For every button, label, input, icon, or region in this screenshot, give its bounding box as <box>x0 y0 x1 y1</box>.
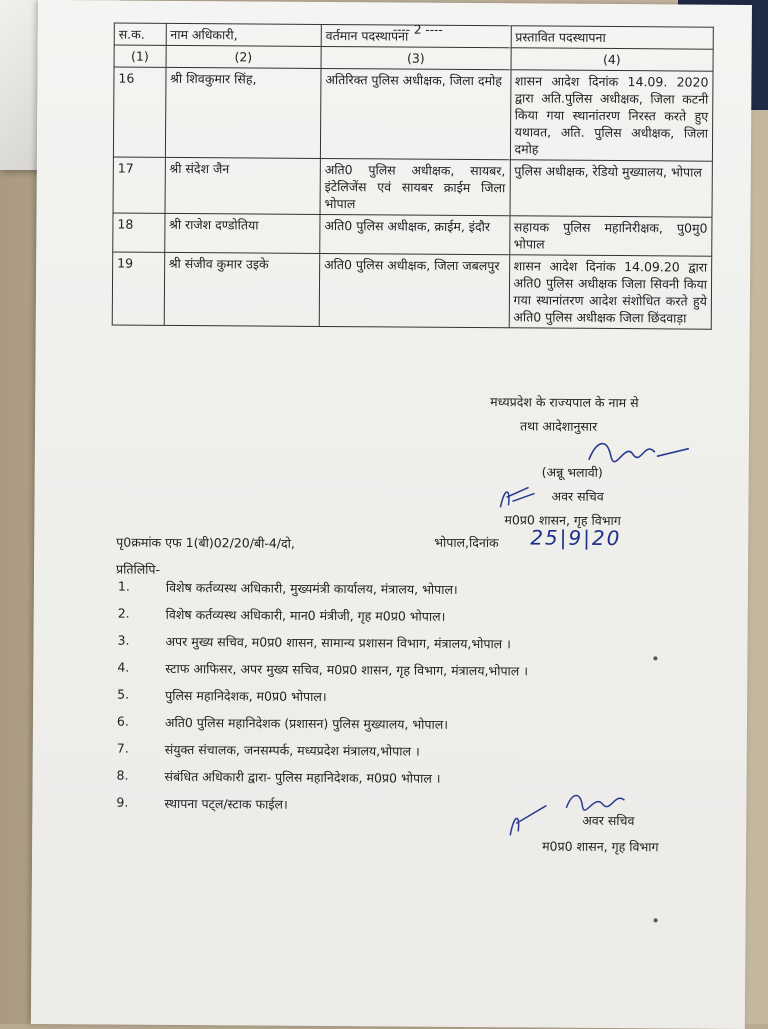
header-proposed-posting: प्रस्तावित पदस्थापना <box>511 26 714 49</box>
header-serial: स.क. <box>114 23 166 45</box>
list-item: 2. विशेष कर्तव्यस्थ अधिकारी, मान0 मंत्रीजी, गृह म0प्र0 भोपाल। <box>117 605 446 624</box>
row-current-posting: अति0 पुलिस अधीक्षक, क्राईम, इंदौर <box>320 214 510 254</box>
document-page <box>31 0 752 1029</box>
list-item: 3. अपर मुख्य सचिव, म0प्र0 शासन, सामान्य प्रशासन विभाग, मंत्रालय,भोपाल । <box>117 632 511 652</box>
row-current-posting: अति0 पुलिस अधीक्षक, सायबर, इंटेलिजेंस एवं सायबर क्राईम जिला भोपाल <box>320 158 510 215</box>
col-number: (3) <box>321 46 511 69</box>
table-row <box>113 67 713 161</box>
list-item: 6. अति0 पुलिस महानिदेशक (प्रशासन) पुलिस मुख्यालय, भोपाल। <box>116 713 449 732</box>
row-current-posting: अतिरिक्त पुलिस अधीक्षक, जिला दमोह <box>320 68 510 159</box>
row-officer-name: श्री शिवकुमार सिंह, <box>165 67 321 158</box>
list-item: 7. संयुक्त संचालक, जनसम्पर्क, मध्यप्रदेश मंत्रालय,भोपाल । <box>116 740 420 759</box>
authority-line-2: तथा आदेशानुसार <box>519 418 598 434</box>
row-officer-name: श्री संदेश जैन <box>165 157 321 214</box>
officer-designation: अवर सचिव <box>551 488 604 504</box>
speck <box>653 656 657 660</box>
signature-scribble-icon <box>562 788 632 814</box>
row-current-posting: अति0 पुलिस अधीक्षक, जिला जबलपुर <box>319 253 509 327</box>
footer-designation: अवर सचिव <box>582 812 635 829</box>
list-item: 9. स्थापना पट्ल/स्टाक फाईल। <box>116 794 288 812</box>
table-row <box>113 157 712 217</box>
document-content <box>31 0 752 1029</box>
copy-to-label: प्रतिलिपि- <box>115 561 161 577</box>
page-number: ---- 2 ---- <box>392 22 443 37</box>
col-number: (1) <box>114 45 166 67</box>
row-serial: 16 <box>113 67 165 157</box>
officer-department: म0प्र0 शासन, गृह विभाग <box>504 512 621 529</box>
col-number: (2) <box>166 45 322 68</box>
initials-scribble-icon <box>502 801 552 841</box>
footer-department: म0प्र0 शासन, गृह विभाग <box>542 838 659 855</box>
row-proposed-posting: पुलिस अधीक्षक, रेडियो मुख्यालय, भोपाल <box>510 160 713 217</box>
speck <box>654 918 658 922</box>
list-item: 5. पुलिस महानिदेशक, म0प्र0 भोपाल। <box>117 686 327 705</box>
col-number: (4) <box>511 48 714 71</box>
row-serial: 17 <box>113 157 165 213</box>
row-proposed-posting: शासन आदेश दिनांक 14.09. 2020 द्वारा अति.पुलिस अधीक्षक, जिला कटनी किया गया स्थानांतरण निरस्त करते हुए यथावत, अति. पुलिस अधीक्षक, जिला दमोह <box>510 70 713 161</box>
place-date-label: भोपाल,दिनांक <box>434 534 499 551</box>
row-proposed-posting: सहायक पुलिस महानिरीक्षक, पु0मु0 भोपाल <box>509 216 712 256</box>
handwritten-date: 25|9|20 <box>530 525 622 551</box>
row-officer-name: श्री संजीव कुमार उइके <box>164 252 320 326</box>
header-officer-name: नाम अधिकारी, <box>166 23 322 46</box>
initials-scribble-icon <box>494 483 538 513</box>
list-item: 8. संबंधित अधिकारी द्वारा- पुलिस महानिदेशक, म0प्र0 भोपाल । <box>116 767 441 786</box>
list-item: 1. विशेष कर्तव्यस्थ अधिकारी, मुख्यमंत्री कार्यालय, मंत्रालय, भोपाल। <box>117 578 458 597</box>
posting-table <box>112 23 714 330</box>
authority-block <box>490 393 730 529</box>
row-proposed-posting: शासन आदेश दिनांक 14.09.20 द्वारा अति0 पुलिस अधीक्षक जिला सिवनी किया गया स्थानांतरण आदेश संशोधित करते हुये अति0 पुलिस अधीक्षक जिला छिंदवाड़ा <box>509 255 712 329</box>
row-officer-name: श्री राजेश दण्डोतिया <box>164 213 320 253</box>
list-item: 4. स्टाफ आफिसर, अपर मुख्य सचिव, म0प्र0 शासन, गृह विभाग, मंत्रालय,भोपाल । <box>117 659 529 679</box>
row-serial: 18 <box>113 213 165 252</box>
reference-number: पृ0क्रमांक एफ 1(बी)02/20/बी-4/दो, <box>116 534 295 551</box>
table-row <box>112 252 711 329</box>
table-row <box>113 213 712 256</box>
header-current-posting: वर्तमान पदस्थापना <box>321 24 511 47</box>
row-serial: 19 <box>112 252 164 325</box>
officer-name: (अन्नू भलावी) <box>541 464 603 480</box>
authority-line-1: मध्यप्रदेश के राज्यपाल के नाम से <box>490 394 639 411</box>
